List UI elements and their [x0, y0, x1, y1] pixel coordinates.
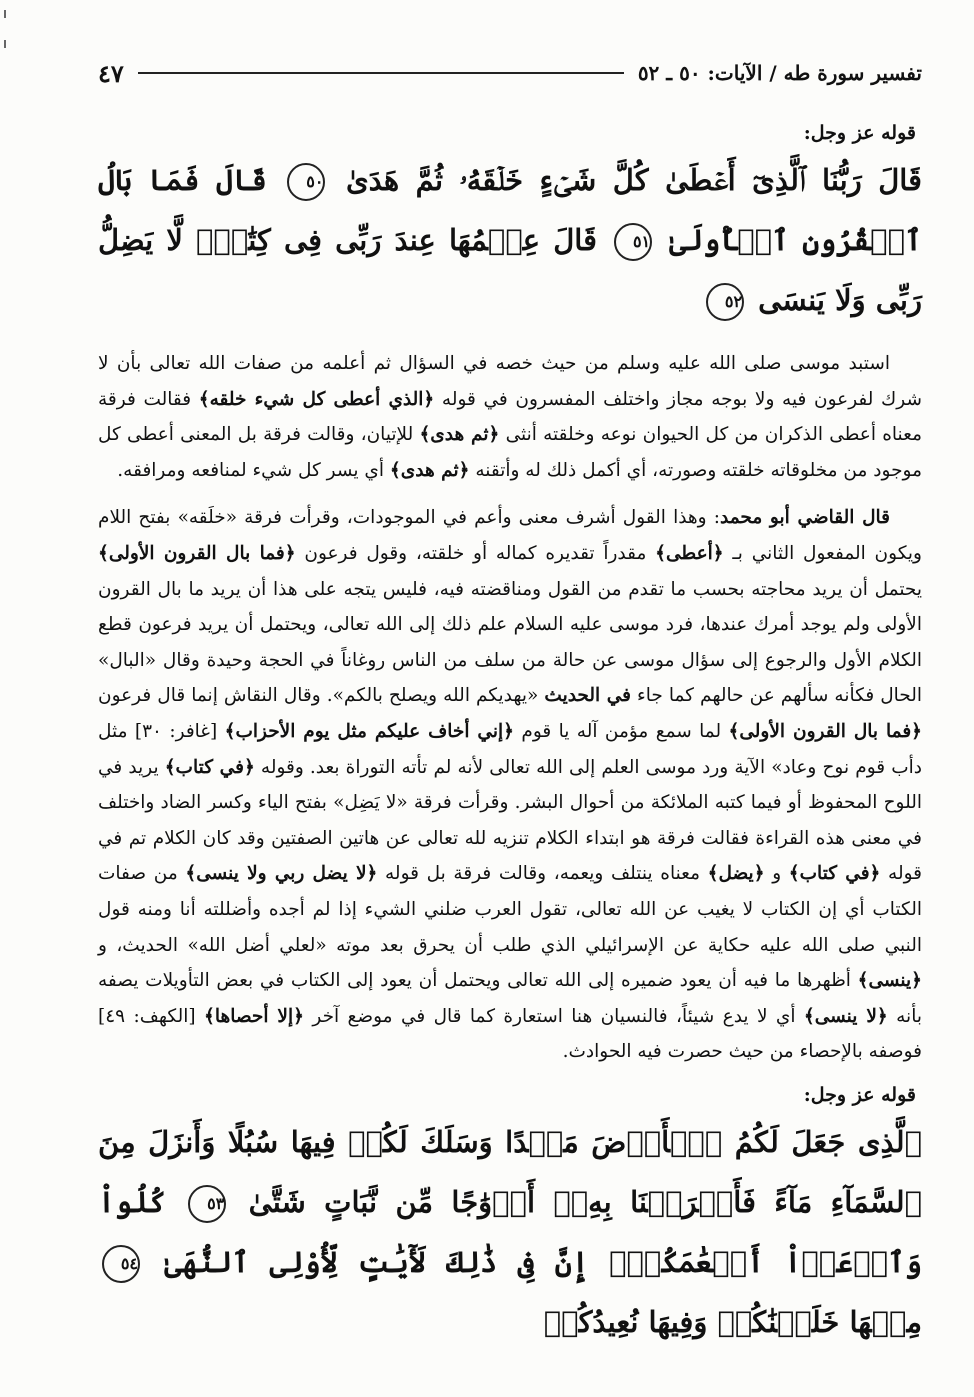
- verse-text: ٱلَّذِى جَعَلَ لَكُمُ ٱلۡأَرۡضَ مَهۡدًا وَسَلَكَ لَكُمۡ فِيهَا سُبُلًا وَأَنزَلَ مِنَ ٱلسَّمَآءِ مَآءً فَأَخۡرَجۡنَا بِهِۦٓ أَزۡوَٰجًا مِّن نَّبَاتٍ شَتَّىٰ: [98, 1124, 922, 1219]
- body-text: يريد في اللوح المحفوظ أو فيما كتبه الملائكة من أحوال البشر. وقرأت فرقة «لا يَضِل» بفتح الياء وكسر الضاد واختلف في معنى هذه القراءة فقالت فرقة هو ابتداء الكلام تنزيه لله تعالى عن هاتين الصفتين وقد كان الكلام تم في قوله: [98, 756, 923, 885]
- author-bold: قال القاضي أبو محمد: [719, 507, 890, 529]
- quote-bold: ﴿في كتاب﴾: [788, 863, 881, 885]
- running-header: [98, 58, 922, 88]
- quote-bold: ﴿لا يضل ربي ولا ينسى﴾: [185, 863, 378, 885]
- page: [98, 58, 922, 1378]
- body-text: أظهرها ما فيه أن يعود ضميره إلى الله تعالى ويحتمل أن يعود إلى الكتاب في بعض التأويلات يصفه بأنه: [98, 970, 922, 1027]
- verse-text: مِنۡهَا خَلَقۡنَٰكُمۡ وَفِيهَا نُعِيدُكُمۡ: [543, 1304, 922, 1339]
- verse-text: قَالَ فَمَا بَالُ ٱلۡقُرُونِ ٱلۡأُولَىٰ: [98, 163, 922, 257]
- quote-bold: ﴿ثم هدى﴾: [389, 459, 470, 481]
- body-text: يحتمل أن يريد محاجته بحسب ما تقدم من القول ومناقضته فيه، فليس يتجه على هذا أن يريد ما بال القرون الأولى ولم يوجد أمرك عندها، فرد موسى عليه السلام علم ذلك إلى الله تعالى، ويحتمل أن يريد فرعون قطع الكلام الأول والرجوع إلى سؤال موسى عن حالة من سلف من الناس روغاناً في الحجة وحيدة وقال «البال» الحال فكأنه سألهم عن حالهم كما جاء: [98, 578, 922, 707]
- verse-number: ٥١: [614, 223, 652, 261]
- body-text: أي يسر كل شيء لمنافعه ومرافقه.: [117, 459, 390, 481]
- quote-bold: ﴿فما بال القرون الأولى﴾: [728, 720, 923, 742]
- verse-text: قَالَ رَبُّنَا ٱلَّذِىٓ أَعۡطَىٰ كُلَّ شَىۡءٍ خَلۡقَهُۥ ثُمَّ هَدَىٰ: [345, 163, 922, 197]
- quran-verse: [98, 150, 922, 330]
- quote-bold: ﴿فما بال القرون الأولى﴾: [98, 542, 296, 564]
- body-text: من صفات الكتاب أي إن الكتاب لا يغيب عن الله تعالى، تقول العرب ضلني الشيء إذا لم أجده وأضللته أنا ومنه قول النبي صلى الله عليه حكاية عن الإسرائيلي الذي طلب أن يحرق بعد موته «لعلي أضل الله» الحديث، و: [98, 863, 922, 956]
- verse-number: ٥٠: [287, 163, 325, 201]
- quote-bold: ﴿ينسى﴾: [857, 970, 922, 992]
- quote-bold: ﴿إني أخاف عليكم مثل يوم الأحزاب﴾: [224, 720, 514, 742]
- body-text: لما سمع مؤمن آله يا قوم: [513, 720, 729, 742]
- verse-text: كُلُواْ وَٱرۡعَوۡاْ أَنۡعَٰمَكُمۡۚ إِنَّ فِى ذَٰلِكَ لَأٓيَٰتٍ لِّأُوْلِى ٱلنُّهَىٰ: [98, 1184, 922, 1279]
- quote-bold: ﴿في كتاب﴾: [164, 756, 255, 778]
- quran-verse: [98, 1112, 922, 1352]
- quote-bold: في الحديث: [544, 685, 632, 707]
- quote-bold: ﴿الذي أعطى كل شيء خلقه﴾: [198, 388, 435, 410]
- body-text: : وهذا القول أشرف معنى وأعم في الموجودات، وقرأت فرقة «خلَقه» بفتح اللام ويكون المفعول الثاني بـ: [98, 507, 922, 564]
- verse-number: ٥٤: [102, 1245, 140, 1283]
- quote-bold: ﴿أعطى﴾: [655, 542, 724, 564]
- margin-mark: [4, 40, 6, 48]
- body-text: أي لا يدع شيئاً، فالنسيان هنا استعارة كما قال في موضع آخر: [303, 1005, 804, 1027]
- body-text: فقالت فرقة معناه أعطى الذكران من كل الحيوان نوعه وخلقته أنثى: [98, 388, 922, 446]
- body-text: و: [764, 863, 789, 885]
- quote-bold: ﴿ثم هدى﴾: [419, 424, 500, 446]
- commentary-paragraph: [98, 500, 922, 1070]
- quote-bold: ﴿لا ينسى﴾: [803, 1005, 888, 1027]
- page-number: ٤٧: [98, 58, 124, 88]
- quote-bold: ﴿إلا أحصاها﴾: [204, 1005, 304, 1027]
- verse-number: ٥٢: [706, 283, 744, 321]
- margin-mark: [4, 10, 6, 18]
- body-text: استبد موسى صلى الله عليه وسلم من حيث خصه في السؤال ثم أعلمه من صفات الله تعالى بأن لا شرك لفرعون فيه ولا بوجه مجاز واختلف المفسرون في قوله: [98, 353, 922, 410]
- body-text: معناه ينتلف ويعمه، وقالت فرقة بل قوله: [377, 863, 708, 885]
- body-text: مقدراً تقديره كماله أو خلقته، وقول فرعون: [295, 542, 656, 564]
- section-intro: قوله عز وجل:: [803, 122, 916, 144]
- body-text: للإتيان، وقالت فرقة بل المعنى أعطى كل موجود من مخلوقاته خلقته وصورته، أي أكمل ذلك له وأتقنه: [98, 424, 922, 481]
- body-text: [الكهف: ٤٩] فوصفه بالإحصاء من حيث حصرت فيه الحوادث.: [98, 1005, 922, 1063]
- quote-bold: ﴿يضل﴾: [707, 863, 765, 885]
- verse-number: ٥٣: [188, 1185, 226, 1223]
- verse-text: قَالَ عِلۡمُهَا عِندَ رَبِّى فِى كِتَٰبٍۖ لَّا يَضِلُّ رَبِّى وَلَا يَنسَى: [98, 223, 922, 317]
- header-rule: [138, 72, 624, 74]
- body-text: «يهديكم الله ويصلح بالكم». وقال النقاش إنما قال فرعون: [98, 685, 545, 707]
- section-intro: قوله عز وجل:: [803, 1083, 916, 1106]
- commentary-paragraph: [98, 346, 922, 488]
- body-text: [غافر: ٣٠] مثل دأب قوم نوح وعاد» الآية ورد موسى العلم إلى الله تعالى لأنه لم تأته التوراة بعد. وقوله: [98, 720, 923, 778]
- running-title: تفسير سورة طه / الآيات: ٥٠ ـ ٥٢: [637, 61, 922, 85]
